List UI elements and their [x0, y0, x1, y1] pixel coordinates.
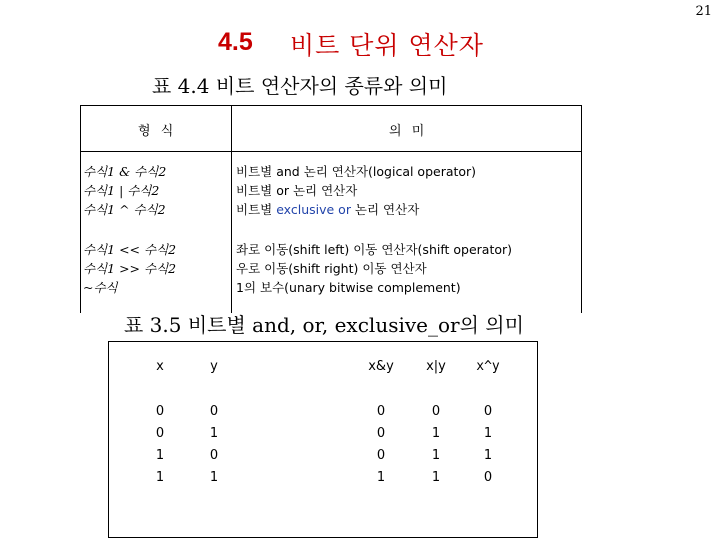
- cell-and-3: 0: [376, 448, 386, 463]
- form-group-1: [83, 162, 166, 219]
- column-x: [145, 401, 175, 489]
- table-caption-3-5: 표 3.5 비트별 and, or, exclusive_or의 의미: [124, 313, 524, 337]
- meaning-shift-right: 우로 이동(shift right) 이동 연산자: [236, 261, 427, 276]
- meaning-group-2: [236, 240, 512, 297]
- page-number: 21: [695, 4, 712, 19]
- column-xor: [473, 401, 503, 489]
- cell-x-4: 1: [155, 470, 165, 485]
- header-and: x&y: [368, 359, 394, 374]
- cell-y-3: 0: [209, 448, 219, 463]
- cell-x-1: 0: [155, 404, 165, 419]
- cell-and-4: 1: [376, 470, 386, 485]
- form-and: 수식1 & 수식2: [83, 164, 167, 179]
- meaning-complement: 1의 보수(unary bitwise complement): [236, 280, 461, 295]
- header-y: y: [210, 359, 218, 374]
- form-shift-right: 수식1 >> 수식2: [83, 261, 177, 276]
- meaning-shift-left: 좌로 이동(shift left) 이동 연산자(shift operator): [236, 242, 513, 257]
- header-x: x: [156, 359, 164, 374]
- column-y: [199, 401, 229, 489]
- cell-xor-3: 1: [483, 448, 493, 463]
- header-meaning: 의 미: [389, 124, 428, 139]
- meaning-xor: [236, 200, 476, 219]
- form-group-2: [83, 240, 176, 297]
- column-or: [421, 401, 451, 489]
- column-divider: [231, 106, 232, 313]
- table-caption-4-4: 표 4.4 비트 연산자의 종류와 의미: [152, 74, 448, 98]
- cell-y-2: 1: [209, 426, 219, 441]
- header-or: x|y: [426, 359, 446, 374]
- meaning-xor-highlight: exclusive or: [276, 202, 351, 217]
- cell-x-2: 0: [155, 426, 165, 441]
- column-and: [366, 401, 396, 489]
- cell-xor-4: 0: [483, 470, 493, 485]
- form-or: 수식1 | 수식2: [83, 183, 160, 198]
- cell-or-2: 1: [431, 426, 441, 441]
- cell-y-4: 1: [209, 470, 219, 485]
- header-divider: [81, 151, 581, 152]
- cell-xor-2: 1: [483, 426, 493, 441]
- cell-or-4: 1: [431, 470, 441, 485]
- form-xor: 수식1 ^ 수식2: [83, 202, 166, 217]
- meaning-group-1: [236, 162, 476, 219]
- cell-and-2: 0: [376, 426, 386, 441]
- section-title: 비트 단위 연산자: [290, 31, 484, 60]
- meaning-xor-suffix: 논리 연산자: [350, 202, 420, 217]
- form-complement: ~수식: [83, 280, 118, 295]
- operator-table: [80, 105, 582, 313]
- meaning-xor-prefix: 비트별: [236, 202, 277, 217]
- cell-x-3: 1: [155, 448, 165, 463]
- cell-or-1: 0: [431, 404, 441, 419]
- cell-or-3: 1: [431, 448, 441, 463]
- cell-xor-1: 0: [483, 404, 493, 419]
- cell-and-1: 0: [376, 404, 386, 419]
- truth-table: [108, 341, 538, 538]
- meaning-and: 비트별 and 논리 연산자(logical operator): [236, 164, 477, 179]
- header-xor: x^y: [476, 359, 500, 374]
- meaning-or: 비트별 or 논리 연산자: [236, 183, 358, 198]
- form-shift-left: 수식1 << 수식2: [83, 242, 177, 257]
- header-form: 형 식: [138, 124, 177, 139]
- cell-y-1: 0: [209, 404, 219, 419]
- section-number: 4.5: [218, 28, 253, 56]
